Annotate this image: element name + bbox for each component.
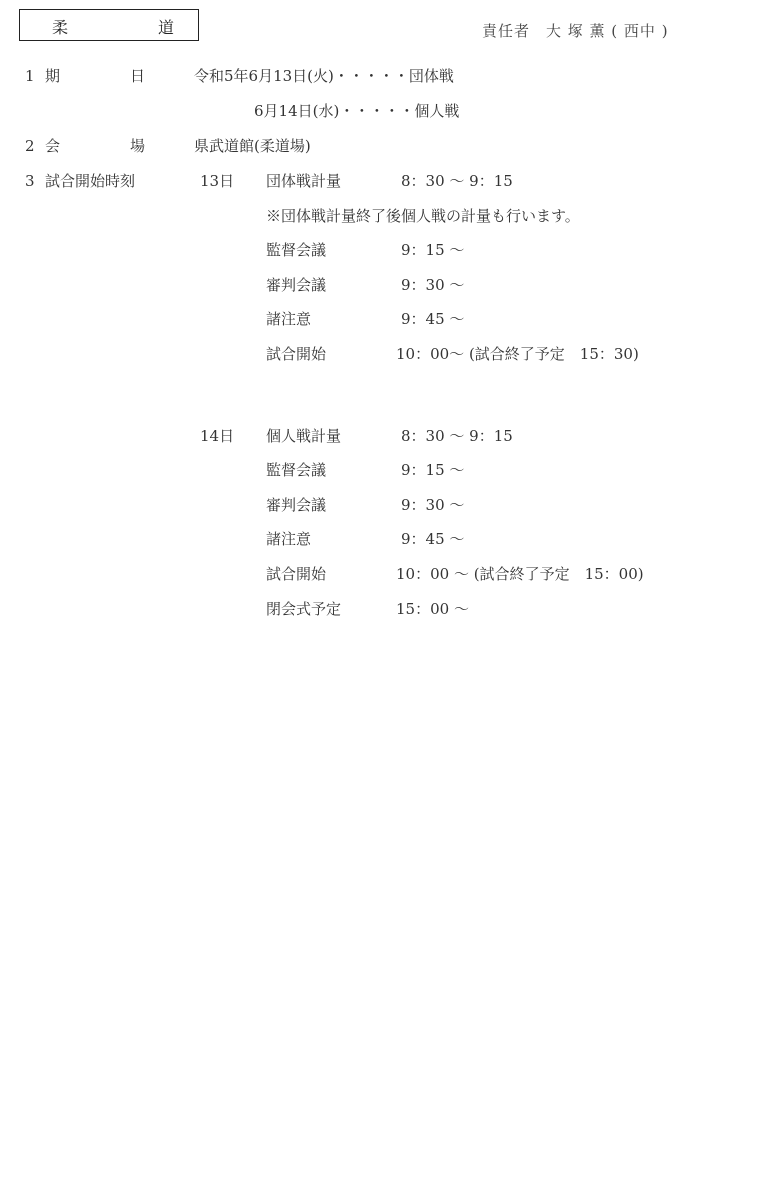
item-1-number: 1: [25, 67, 35, 85]
schedule-13-note: ※団体戦計量終了後個人戦の計量も行います。: [266, 207, 580, 225]
item-1-line-2: 6月14日(水)・・・・・個人戦: [254, 102, 460, 120]
item-2-line-1: 県武道館(柔道場): [194, 137, 311, 155]
schedule-13-item-time: 10：00〜 (試合終了予定 15：30): [396, 345, 639, 363]
schedule-14-item-time: 9：30 〜: [401, 496, 465, 514]
schedule-14-item-name: 審判会議: [266, 496, 327, 514]
item-2-number: 2: [25, 137, 35, 155]
schedule-14-item-time: 8：30 〜 9：15: [401, 427, 513, 445]
item-2-label-b: 場: [130, 137, 146, 155]
title-char-1: 柔: [52, 18, 69, 37]
schedule-day-13: 13日: [200, 172, 235, 190]
schedule-14-item-name: 試合開始: [266, 565, 327, 583]
item-1-label-b: 日: [130, 67, 146, 85]
item-2-label-a: 会: [45, 137, 61, 155]
schedule-13-item-time: 9：45 〜: [401, 310, 465, 328]
schedule-14-item-name: 監督会議: [266, 461, 327, 479]
schedule-13-item-name: 諸注意: [266, 310, 312, 328]
schedule-13-item-name: 監督会議: [266, 241, 327, 259]
item-3-label: 試合開始時刻: [45, 172, 136, 190]
schedule-13-item-name: 団体戦計量: [266, 172, 342, 190]
item-1-label-a: 期: [45, 67, 61, 85]
schedule-day-14: 14日: [200, 427, 235, 445]
item-3-number: 3: [25, 172, 35, 190]
schedule-14-item-time: 9：15 〜: [401, 461, 465, 479]
schedule-14-item-name: 閉会式予定: [266, 600, 342, 618]
responsible-person: 責任者 大 塚 薫 ( 西中 ): [482, 22, 669, 40]
schedule-14-item-name: 諸注意: [266, 530, 312, 548]
schedule-14-item-time: 15：00 〜: [396, 600, 469, 618]
schedule-13-item-name: 審判会議: [266, 276, 327, 294]
schedule-14-item-time: 9：45 〜: [401, 530, 465, 548]
schedule-14-item-name: 個人戦計量: [266, 427, 342, 445]
title-box: [19, 9, 199, 41]
schedule-13-item-name: 試合開始: [266, 345, 327, 363]
title-char-2: 道: [158, 18, 175, 37]
item-1-line-1: 令和5年6月13日(火)・・・・・団体戦: [194, 67, 454, 85]
schedule-13-item-time: 8：30 〜 9：15: [401, 172, 513, 190]
schedule-14-item-time: 10：00 〜 (試合終了予定 15：00): [396, 565, 644, 583]
schedule-13-item-time: 9：15 〜: [401, 241, 465, 259]
schedule-13-item-time: 9：30 〜: [401, 276, 465, 294]
